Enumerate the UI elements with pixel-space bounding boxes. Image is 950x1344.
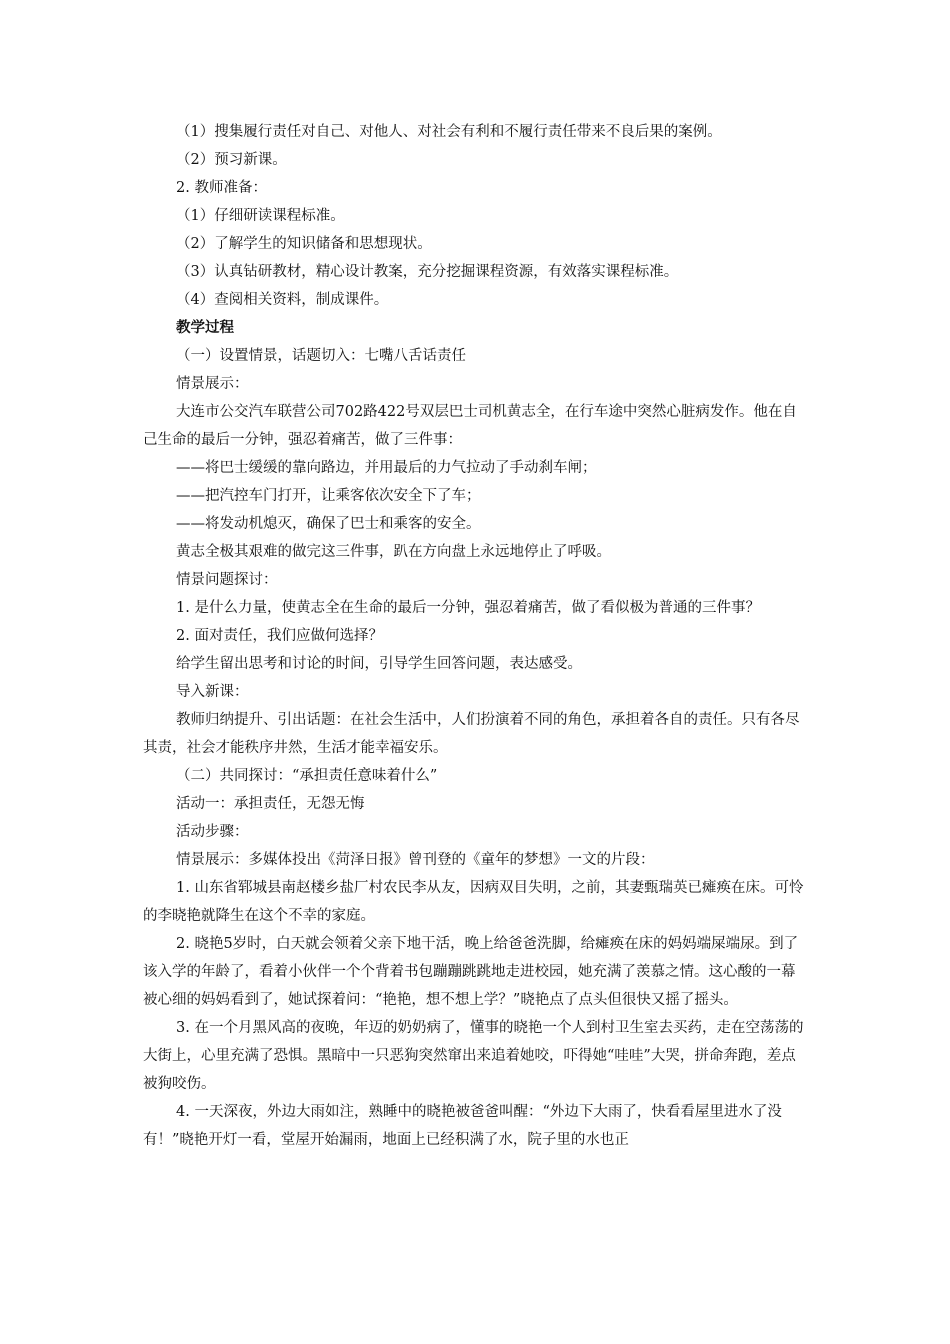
paragraph-discussion-guidance: 给学生留出思考和讨论的时间，引导学生回答问题，表达感受。 — [176, 656, 582, 672]
paragraph-story-3: 3. 在一个月黑风高的夜晚，年迈的奶奶病了，懂事的晓艳一个人到村卫生室去买药，走在空荡荡的大街上，心里充满了恐惧。黑暗中一只恶狗突然窜出来追着她咬，吓得她“哇哇”大哭，拼命奔跑，差点被狗咬伤。 — [143, 1020, 804, 1092]
paragraph-question-2: 2. 面对责任，我们应做何选择？ — [176, 628, 383, 644]
paragraph-question-label: 情景问题探讨： — [176, 572, 278, 588]
paragraph-teacher-prep-1: （1）仔细研读课程标准。 — [176, 208, 345, 224]
paragraph-action-2: ——把汽控车门打开，让乘客依次安全下了车； — [176, 488, 481, 504]
paragraph-scene-display: 情景展示：多媒体投出《菏泽日报》曾刊登的《童年的梦想》一文的片段： — [176, 852, 655, 868]
paragraph-action-1: ——将巴士缓缓的靠向路边，并用最后的力气拉动了手动刹车闸； — [176, 460, 597, 476]
paragraph-teacher-prep-3: （3）认真钻研教材，精心设计教案，充分挖掘课程资源，有效落实课程标准。 — [176, 264, 679, 280]
paragraph-story-1: 1. 山东省郓城县南赵楼乡盐厂村农民李从友，因病双目失明，之前，其妻甄瑞英已瘫痪在床。可怜的李晓艳就降生在这个不幸的家庭。 — [143, 880, 804, 924]
paragraph-scene-ending: 黄志全极其艰难的做完这三件事，趴在方向盘上永远地停止了呼吸。 — [176, 544, 611, 560]
paragraph-scene-story: 大连市公交汽车联营公司702路422号双层巴士司机黄志全，在行车途中突然心脏病发作。他在自己生命的最后一分钟，强忍着痛苦，做了三件事： — [143, 404, 797, 448]
paragraph-teacher-summary: 教师归纳提升、引出话题：在社会生活中，人们扮演着不同的角色，承担着各自的责任。只有各尽其责，社会才能秩序井然，生活才能幸福安乐。 — [143, 712, 800, 756]
paragraph-story-2: 2. 晓艳5岁时，白天就会领着父亲下地干活，晚上给爸爸洗脚，给瘫痪在床的妈妈端屎端尿。到了该入学的年龄了，看着小伙伴一个个背着书包蹦蹦跳跳地走进校园，她充满了羡慕之情。这心酸的一幕被心细的妈妈看到了，她试探着问：“艳艳，想不想上学？”晓艳点了点头但很快又摇了摇头。 — [143, 936, 799, 1008]
paragraph-teacher-prep-4: （4）查阅相关资料，制成课件。 — [176, 292, 389, 308]
paragraph-story-4: 4. 一天深夜，外边大雨如注，熟睡中的晓艳被爸爸叫醒：“外边下大雨了，快看看屋里进水了没有！”晓艳开灯一看，堂屋开始漏雨，地面上已经积满了水，院子里的水也正 — [143, 1104, 782, 1148]
paragraph-action-3: ——将发动机熄灭，确保了巴士和乘客的安全。 — [176, 516, 481, 532]
paragraph-teacher-prep-2: （2）了解学生的知识储备和思想现状。 — [176, 236, 432, 252]
paragraph-teacher-prep-heading: 2. 教师准备： — [176, 180, 267, 196]
paragraph-step-two-title: （二）共同探讨：“承担责任意味着什么” — [176, 768, 438, 784]
paragraph-activity-one: 活动一：承担责任，无怨无悔 — [176, 796, 365, 812]
paragraph-question-1: 1. 是什么力量，使黄志全在生命的最后一分钟，强忍着痛苦，做了看似极为普通的三件事？ — [176, 600, 760, 616]
paragraph-new-lesson-label: 导入新课： — [176, 684, 249, 700]
paragraph-step-one-title: （一）设置情景，话题切入：七嘴八舌话责任 — [176, 348, 466, 364]
paragraph-activity-steps: 活动步骤： — [176, 824, 249, 840]
paragraph-scene-label: 情景展示： — [176, 376, 249, 392]
document-body — [143, 118, 804, 1154]
paragraph-student-prep-1: （1）搜集履行责任对自己、对他人、对社会有利和不履行责任带来不良后果的案例。 — [176, 124, 722, 140]
paragraph-student-prep-2: （2）预习新课。 — [176, 152, 287, 168]
section-heading-teaching-process: 教学过程 — [176, 319, 234, 336]
